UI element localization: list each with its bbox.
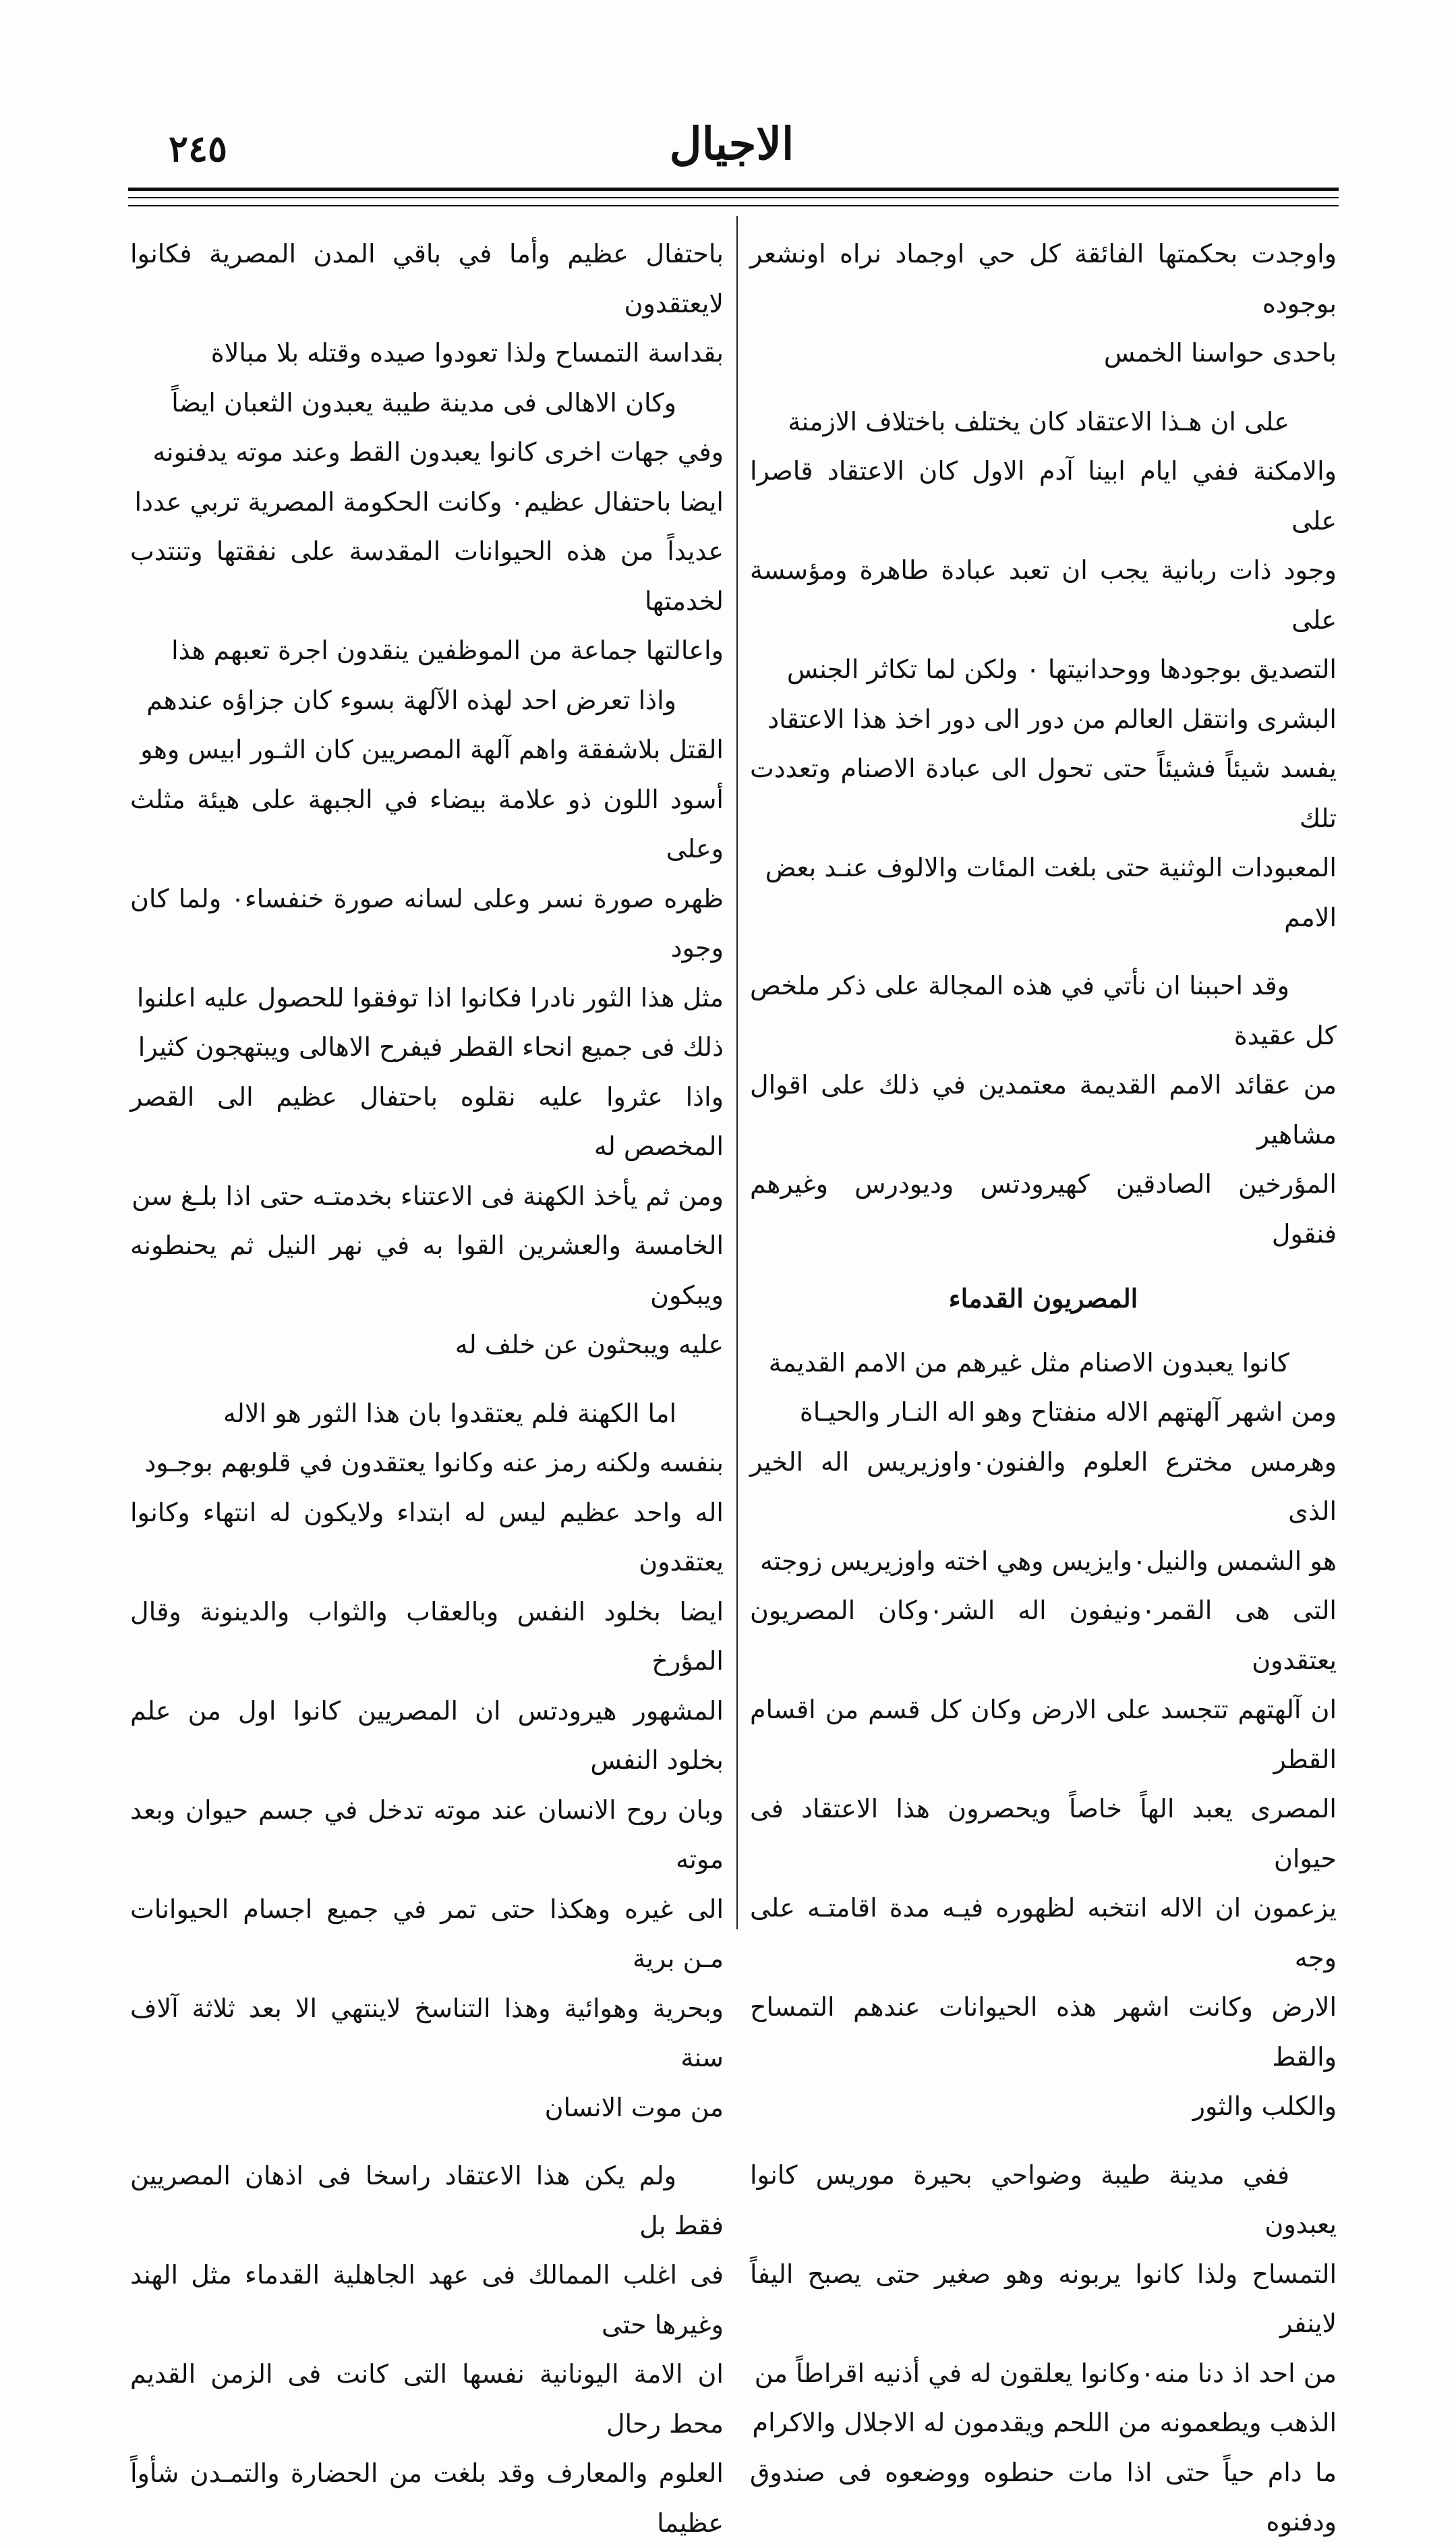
text-line: القتل بلاشفقة واهم آلهة المصريين كان الثـور ابيس وهو bbox=[140, 735, 724, 764]
text-line: ومن ثم يأخذ الكهنة فى الاعتناء بخدمتـه حتى اذا بلـغ سن bbox=[132, 1181, 724, 1211]
text-line: ان الامة اليونانية نفسها التى كانت فى الزمن القديم محط رحال bbox=[130, 2359, 724, 2439]
text-line: ظهره صورة نسر وعلى لسانه صورة خنفساء٠ ولما كان وجود bbox=[130, 883, 724, 963]
text-line: بقداسة التمساح ولذا تعودوا صيده وقتله بلا مبالاة bbox=[210, 338, 724, 368]
text-line: ذلك فى جميع انحاء القطر فيفرح الاهالى ويبتهجون كثيرا bbox=[138, 1032, 724, 1062]
text-line: وهرمس مخترع العلوم والفنون٠واوزيريس اله الخير الذى bbox=[750, 1446, 1337, 1526]
text-line: كانوا يعبدون الاصنام مثل غيرهم من الامم القديمة bbox=[768, 1347, 1289, 1378]
text-line: من عقائد الامم القديمة معتمدين في ذلك على اقوال مشاهير bbox=[750, 1070, 1337, 1150]
text-line: باحدى حواسنا الخمس bbox=[1103, 338, 1337, 368]
text-line: فى اغلب الممالك فى عهد الجاهلية القدماء مثل الهند وغيرها حتى bbox=[130, 2260, 724, 2340]
text-line: التصديق بوجودها ووحدانيتها ٠ ولكن لما تكاثر الجنس bbox=[786, 654, 1337, 684]
header-rule-thin-lower bbox=[128, 205, 1339, 206]
header-rule-thick bbox=[128, 188, 1339, 191]
text-line: الخامسة والعشرين القوا به في نهر النيل ثم يحنطونه ويبكون bbox=[130, 1230, 724, 1310]
text-line: المشهور هيرودتس ان المصريين كانوا اول من علم بخلود النفس bbox=[130, 1695, 724, 1775]
text-line: المعبودات الوثنية حتى بلغت المئات والالوف عنـد بعض bbox=[765, 853, 1337, 882]
text-line: أسود اللون ذو علامة بيضاء في الجبهة على هيئة مثلث وعلى bbox=[130, 784, 724, 864]
column-divider bbox=[736, 216, 738, 1929]
section-heading: المصريون القدماء bbox=[948, 1283, 1138, 1313]
text-line: اما الكهنة فلم يعتقدوا بان هذا الثور هو الاله bbox=[223, 1398, 676, 1428]
text-line: وبحرية وهوائية وهذا التناسخ لاينتهي الا بعد ثلاثة آلاف سنة bbox=[130, 1993, 724, 2072]
text-line: يزعمون ان الاله انتخبه لظهوره فيـه مدة اقامتـه على وجه bbox=[750, 1893, 1337, 1973]
text-line: وجود ذات ربانية يجب ان تعبد عبادة طاهرة ومؤسسة على bbox=[750, 555, 1337, 635]
text-line: واعالتها جماعة من الموظفين ينقدون اجرة تعبهم هذا bbox=[171, 635, 724, 665]
text-line: التمساح ولذا كانوا يربونه وهو صغير حتى يصبح اليفاً لاينفر bbox=[750, 2259, 1337, 2338]
text-line: الى غيره وهكذا حتى تمر في جميع اجسام الحيوانات مـن برية bbox=[130, 1894, 724, 1973]
right-text-column bbox=[750, 229, 1337, 2547]
text-line: المؤرخين الصادقين كهيرودتس وديودرس وغيرهم فنقول bbox=[750, 1169, 1337, 1249]
text-line: والكلب والثور bbox=[1192, 2091, 1337, 2121]
text-line: البشرى وانتقل العالم من دور الى دور اخذ هذا الاعتقاد bbox=[767, 704, 1337, 734]
left-text-column bbox=[130, 229, 724, 2548]
text-line: من احد اذ دنا منه٠وكانوا يعلقون له في أذنيه اقراطاً من bbox=[754, 2358, 1337, 2388]
text-line: الارض وكانت اشهر هذه الحيوانات عندهم التمساح والقط bbox=[750, 1992, 1337, 2072]
text-line: التى هى القمر٠ونيفون اله الشر٠وكان المصريون يعتقدون bbox=[750, 1595, 1337, 1675]
text-line: العلوم والمعارف وقد بلغت من الحضارة والتمـدن شأواً عظيما bbox=[130, 2458, 724, 2538]
text-line: هو الشمس والنيل٠وايزيس وهي اخته واوزيريس زوجته bbox=[760, 1546, 1337, 1576]
text-line: ما دام حياً حتى اذا مات حنطوه ووضعوه فى صندوق ودفنوه bbox=[750, 2457, 1337, 2537]
page-header bbox=[128, 117, 1335, 182]
text-line: باحتفال عظيم وأما في باقي المدن المصرية فكانوا لايعتقدون bbox=[130, 239, 724, 318]
text-line: ايضا بخلود النفس وبالعقاب والثواب والدينونة وقال المؤرخ bbox=[130, 1596, 724, 1676]
text-line: عليه ويبحثون عن خلف له bbox=[455, 1330, 724, 1359]
text-line: وكان الاهالى فى مدينة طيبة يعبدون الثعبان ايضاً bbox=[171, 387, 676, 418]
text-line: وفي جهات اخرى كانوا يعبدون القط وعند موته يدفنونه bbox=[152, 437, 724, 467]
header-rule-thin bbox=[128, 197, 1339, 198]
text-line: ففي مدينة طيبة وضواحي بحيرة موريس كانوا يعبدون bbox=[750, 2159, 1337, 2239]
text-line: واذا عثروا عليه نقلوه باحتفال عظيم الى القصر المخصص له bbox=[130, 1081, 724, 1161]
page-number: ٢٤٥ bbox=[169, 127, 228, 170]
text-line: واوجدت بحكمتها الفائقة كل حي اوجماد نراه اونشعر بوجوده bbox=[750, 239, 1337, 318]
text-line: وقد احببنا ان نأتي في هذه المجالة على ذكر ملخص كل عقيدة bbox=[750, 971, 1337, 1050]
text-line: ايضا باحتفال عظيم٠ وكانت الحكومة المصرية تربي عددا bbox=[134, 486, 724, 517]
text-line: والامكنة ففي ايام ابينا آدم الاول كان الاعتقاد قاصرا على bbox=[750, 456, 1337, 536]
text-line: واذا تعرض احد لهذه الآلهة بسوء كان جزاؤه عندهم bbox=[146, 685, 676, 715]
text-line: عديداً من هذه الحيوانات المقدسة على نفقتها وتنتدب لخدمتها bbox=[130, 536, 724, 616]
text-line: يفسد شيئاً فشيئاً حتى تحول الى عبادة الاصنام وتعددت تلك bbox=[750, 754, 1337, 833]
text-line: اله واحد عظيم ليس له ابتداء ولايكون له انتهاء وكانوا يعتقدون bbox=[130, 1497, 724, 1577]
text-line: على ان هـذا الاعتقاد كان يختلف باختلاف الازمنة bbox=[788, 406, 1289, 436]
text-line: المصرى يعبد الهاً خاصاً ويحصرون هذا الاعتقاد فى حيوان bbox=[750, 1794, 1337, 1873]
text-line: من موت الانسان bbox=[544, 2092, 724, 2122]
page-title: الاجيال bbox=[669, 117, 794, 170]
text-line: الامم bbox=[1284, 902, 1337, 932]
text-line: مثل هذا الثور نادرا فكانوا اذا توفقوا للحصول عليه اعلنوا bbox=[136, 982, 724, 1013]
text-line: ان آلهتهم تتجسد على الارض وكان كل قسم من اقسام القطر bbox=[750, 1695, 1337, 1774]
text-line: الذهب ويطعمونه من اللحم ويقدمون له الاجلال والاكرام bbox=[752, 2408, 1337, 2437]
text-line: ومن اشهر آلهتهم الاله منفتاح وهو اله النـار والحيـاة bbox=[799, 1397, 1337, 1427]
text-line: ولم يكن هذا الاعتقاد راسخا فى اذهان المصريين فقط بل bbox=[130, 2161, 724, 2240]
text-line: بنفسه ولكنه رمز عنه وكانوا يعتقدون في قلوبهم بوجـود bbox=[144, 1448, 724, 1477]
text-line: وبان روح الانسان عند موته تدخل في جسم حيوان وبعد موته bbox=[130, 1794, 724, 1874]
